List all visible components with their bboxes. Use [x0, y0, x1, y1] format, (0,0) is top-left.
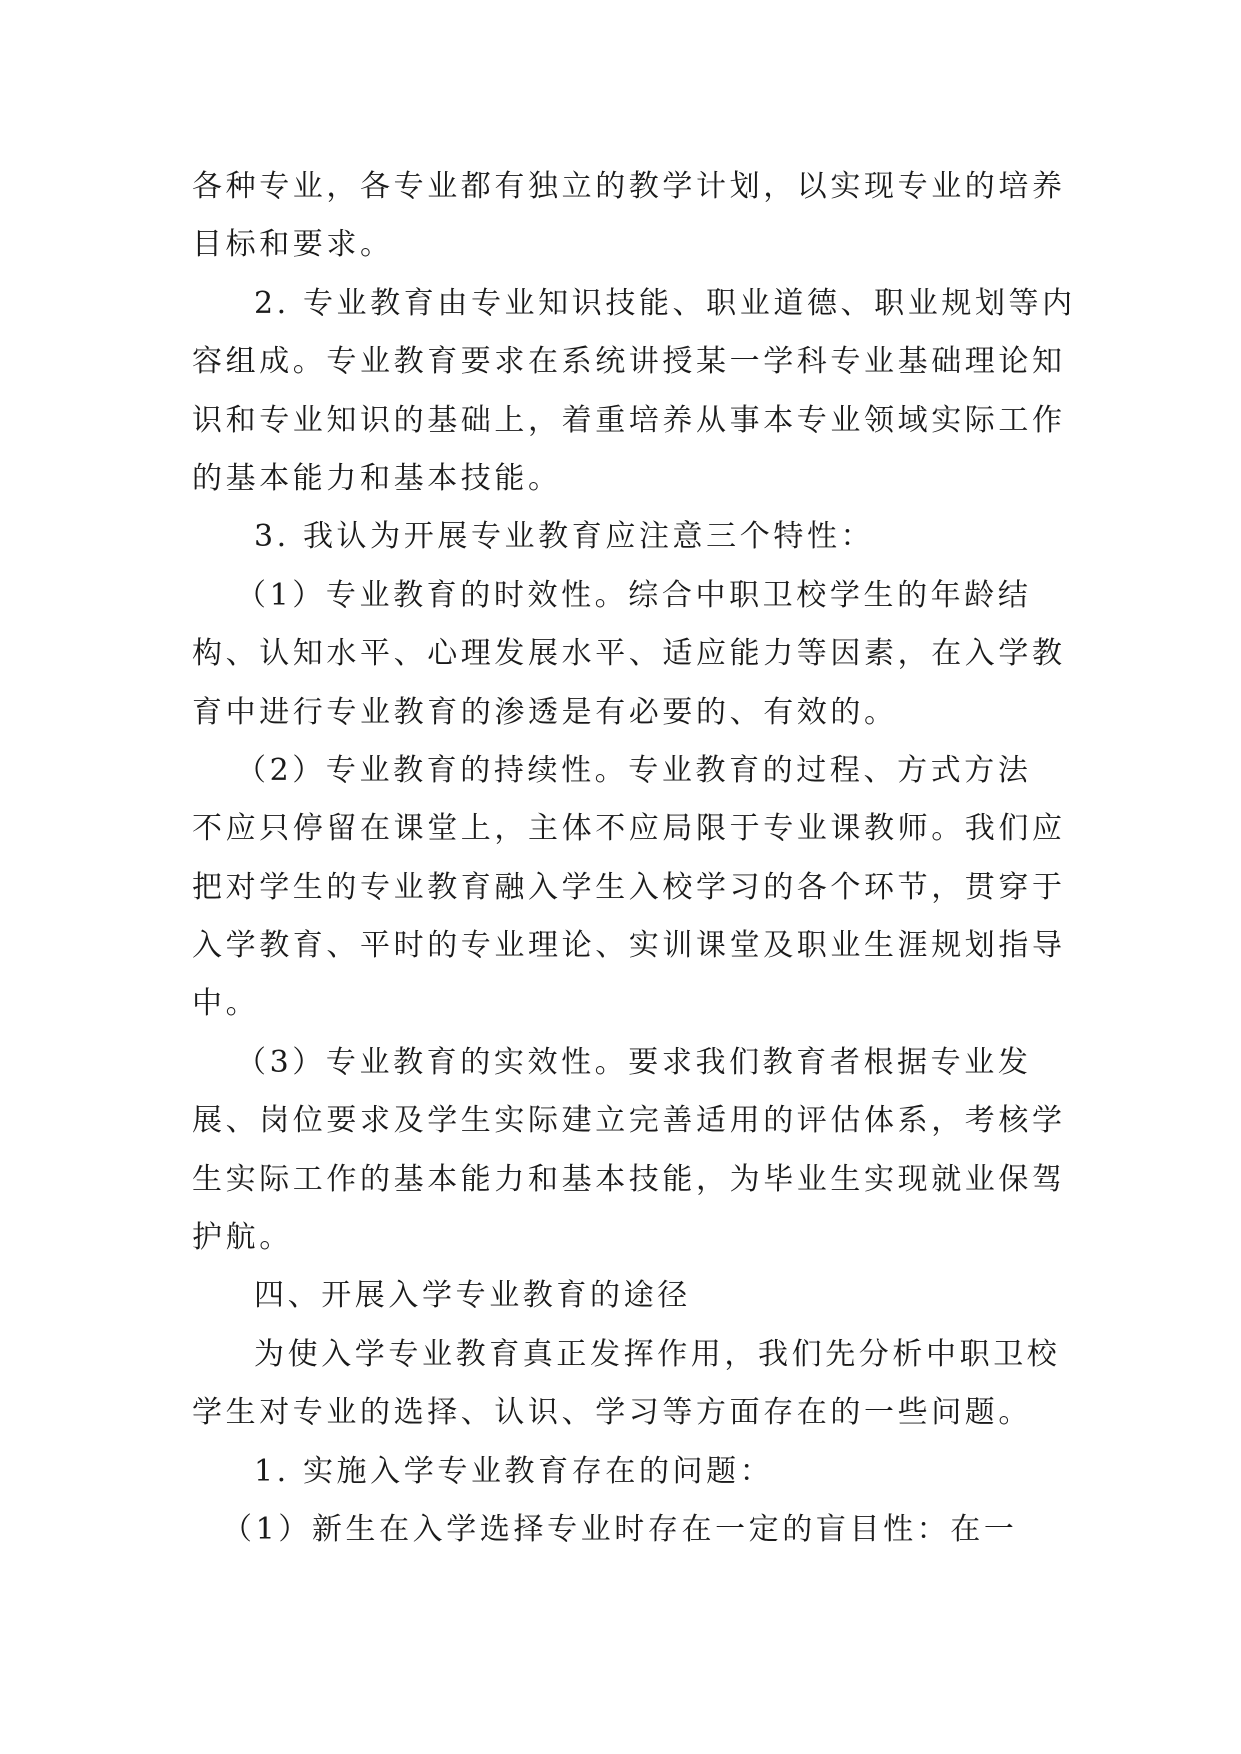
text-line: （3）专业教育的实效性。要求我们教育者根据专业发	[236, 1044, 1032, 1080]
text-line: 识和专业知识的基础上，着重培养从事本专业领域实际工作	[192, 402, 1066, 438]
text-line: 容组成。专业教育要求在系统讲授某一学科专业基础理论知	[192, 344, 1066, 380]
text-line: 为使入学专业教育真正发挥作用，我们先分析中职卫校	[254, 1336, 1061, 1372]
text-line: 中。	[192, 986, 260, 1022]
text-line: 1. 实施入学专业教育存在的问题：	[254, 1453, 774, 1489]
text-line: （2）专业教育的持续性。专业教育的过程、方式方法	[236, 752, 1032, 788]
text-line: 学生对专业的选择、认识、学习等方面存在的一些问题。	[192, 1395, 1032, 1431]
text-line: 把对学生的专业教育融入学生入校学习的各个环节，贯穿于	[192, 869, 1066, 905]
text-line: 不应只停留在课堂上，主体不应局限于专业课教师。我们应	[192, 811, 1066, 847]
text-line: 入学教育、平时的专业理论、实训课堂及职业生涯规划指导	[192, 928, 1066, 964]
text-line: 育中进行专业教育的渗透是有必要的、有效的。	[192, 694, 898, 730]
text-line: 目标和要求。	[192, 227, 394, 263]
text-line: 的基本能力和基本技能。	[192, 460, 562, 496]
text-line: 构、认知水平、心理发展水平、适应能力等因素，在入学教	[192, 636, 1066, 672]
text-line: 护航。	[192, 1220, 293, 1256]
text-line: 各种专业，各专业都有独立的教学计划，以实现专业的培养	[192, 169, 1066, 204]
text-line: 3. 我认为开展专业教育应注意三个特性：	[254, 519, 875, 555]
text-line: （1）新生在入学选择专业时存在一定的盲目性：在一	[222, 1511, 1018, 1547]
text-line: 生实际工作的基本能力和基本技能，为毕业生实现就业保驾	[192, 1161, 1066, 1197]
section-heading: 四、开展入学专业教育的途径	[254, 1278, 691, 1314]
document-body	[192, 158, 1076, 1559]
text-line: （1）专业教育的时效性。综合中职卫校学生的年龄结	[236, 577, 1032, 613]
text-line: 2. 专业教育由专业知识技能、职业道德、职业规划等内	[254, 285, 1076, 321]
text-line: 展、岗位要求及学生实际建立完善适用的评估体系，考核学	[192, 1103, 1066, 1139]
